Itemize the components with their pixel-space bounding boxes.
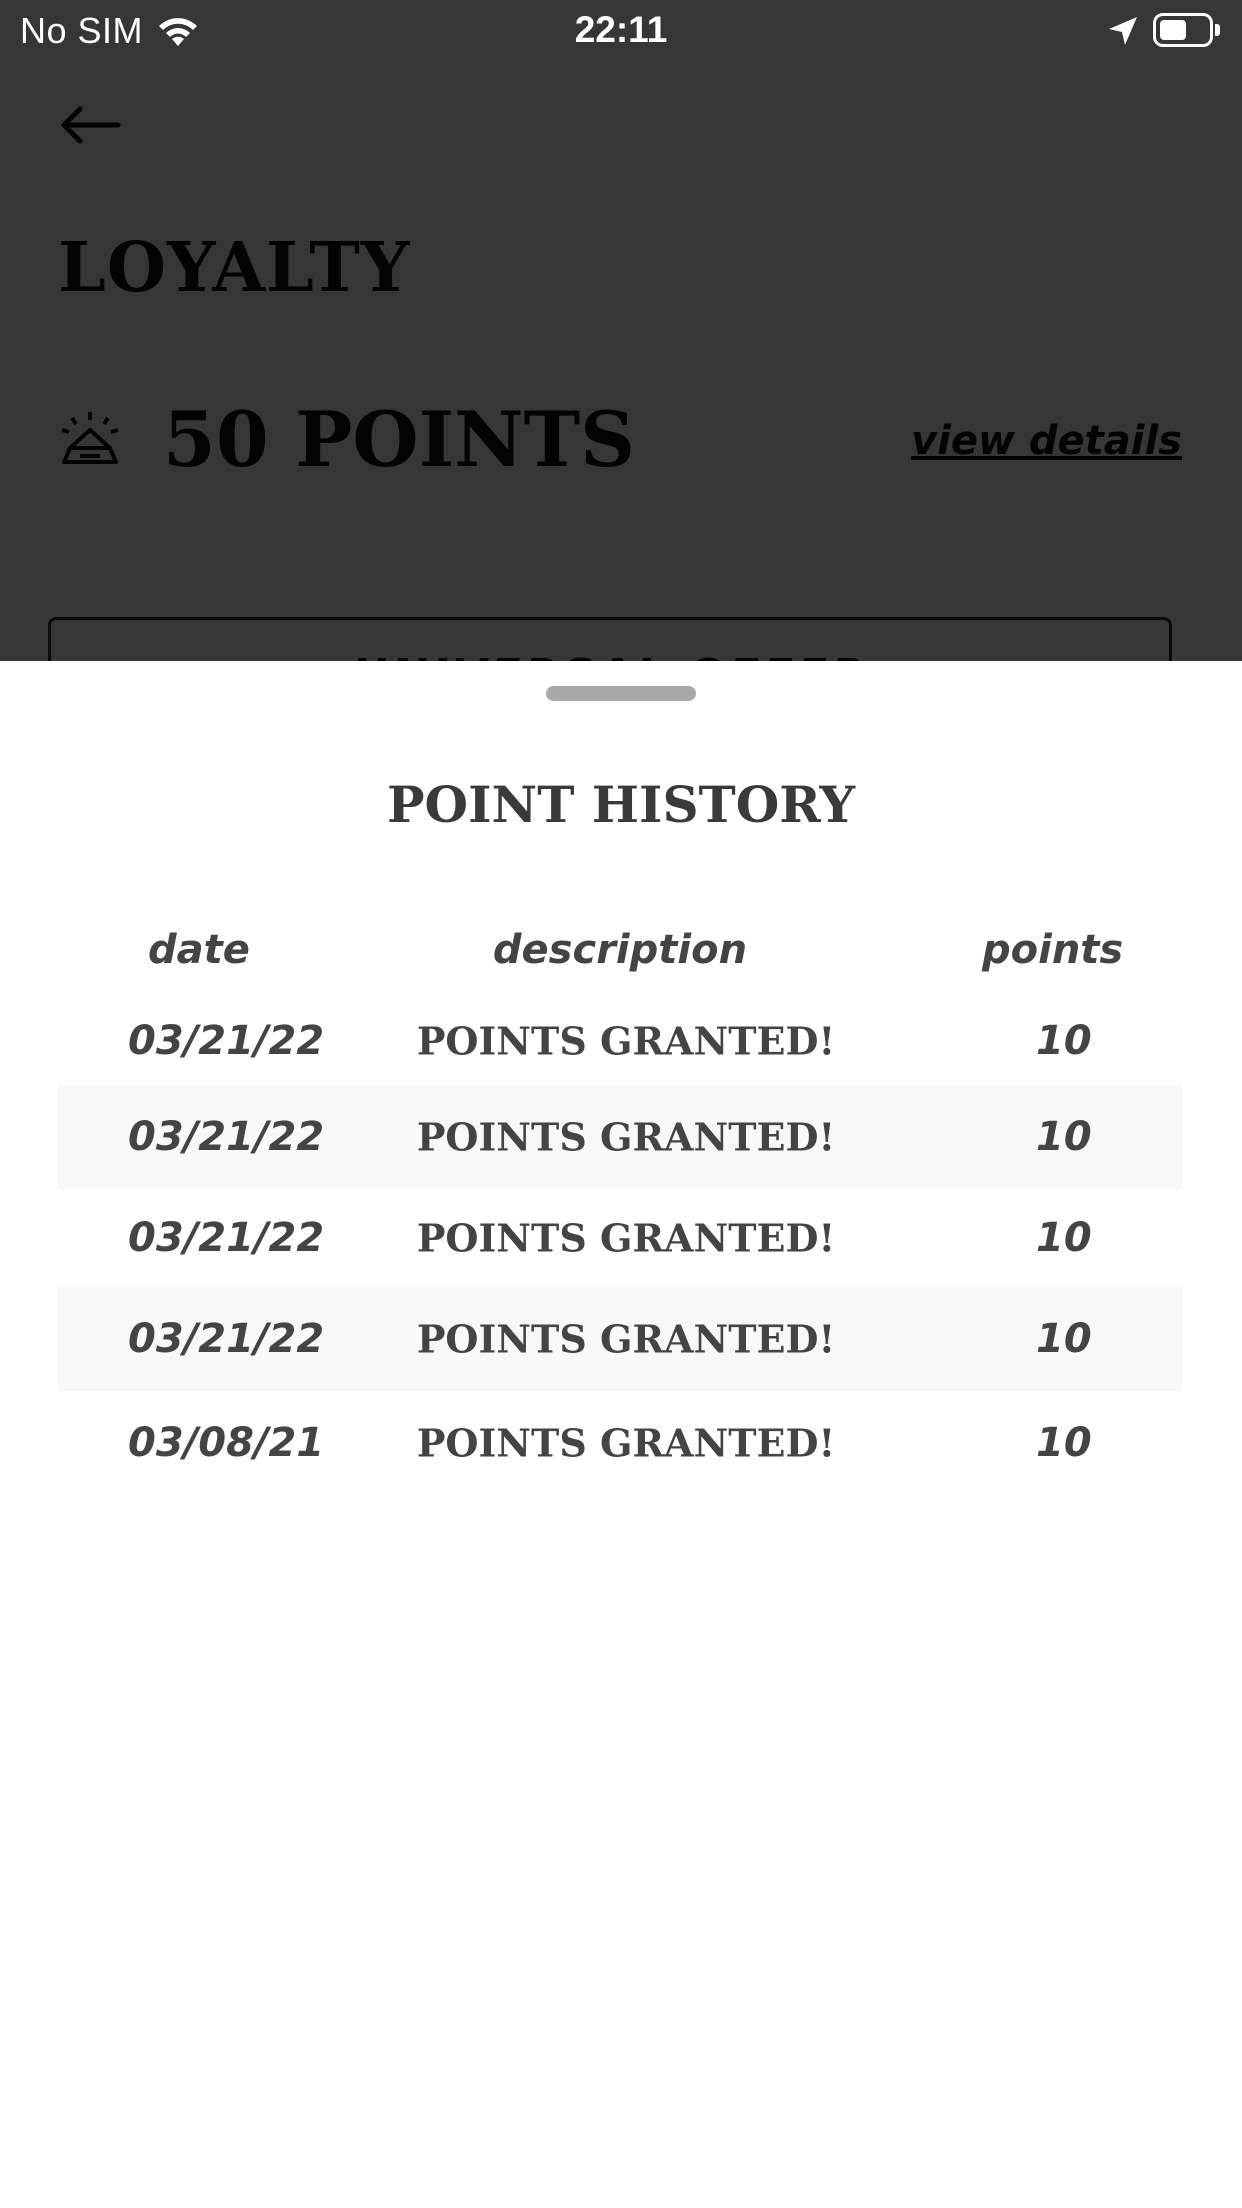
row-date: 03/21/22 — [128, 1215, 325, 1261]
row-points: 10 — [1036, 1316, 1092, 1362]
table-row — [58, 1085, 1182, 1189]
row-points: 10 — [1036, 1215, 1092, 1261]
row-date: 03/08/21 — [128, 1420, 325, 1466]
row-description: POINTS GRANTED! — [416, 1018, 836, 1064]
battery-icon — [1153, 13, 1213, 47]
location-arrow-icon — [1106, 14, 1140, 48]
column-header-date: date — [148, 927, 250, 973]
point-history-table — [58, 927, 1182, 1495]
row-date: 03/21/22 — [128, 1114, 325, 1160]
row-description: POINTS GRANTED! — [416, 1215, 836, 1261]
table-header — [58, 927, 1182, 997]
sheet-drag-handle[interactable] — [546, 686, 696, 701]
table-row — [58, 1287, 1182, 1391]
clock: 22:11 — [574, 9, 668, 50]
column-header-description: description — [492, 927, 748, 973]
row-points: 10 — [1036, 1114, 1092, 1160]
sheet-title: POINT HISTORY — [386, 775, 856, 834]
row-description: POINTS GRANTED! — [416, 1316, 836, 1362]
row-date: 03/21/22 — [128, 1316, 325, 1362]
modal-backdrop[interactable] — [0, 0, 1242, 661]
row-description: POINTS GRANTED! — [416, 1420, 836, 1466]
row-date: 03/21/22 — [128, 1018, 325, 1064]
column-header-points: points — [982, 927, 1124, 973]
carrier-label: No SIM — [20, 10, 144, 51]
row-points: 10 — [1036, 1018, 1092, 1064]
table-row — [58, 1391, 1182, 1495]
row-points: 10 — [1036, 1420, 1092, 1466]
table-row — [58, 997, 1182, 1085]
status-bar — [0, 0, 1242, 62]
row-description: POINTS GRANTED! — [416, 1114, 836, 1160]
battery-level — [1160, 20, 1186, 40]
table-row — [58, 1189, 1182, 1287]
battery-cap — [1215, 24, 1220, 36]
point-history-sheet — [0, 661, 1242, 2208]
